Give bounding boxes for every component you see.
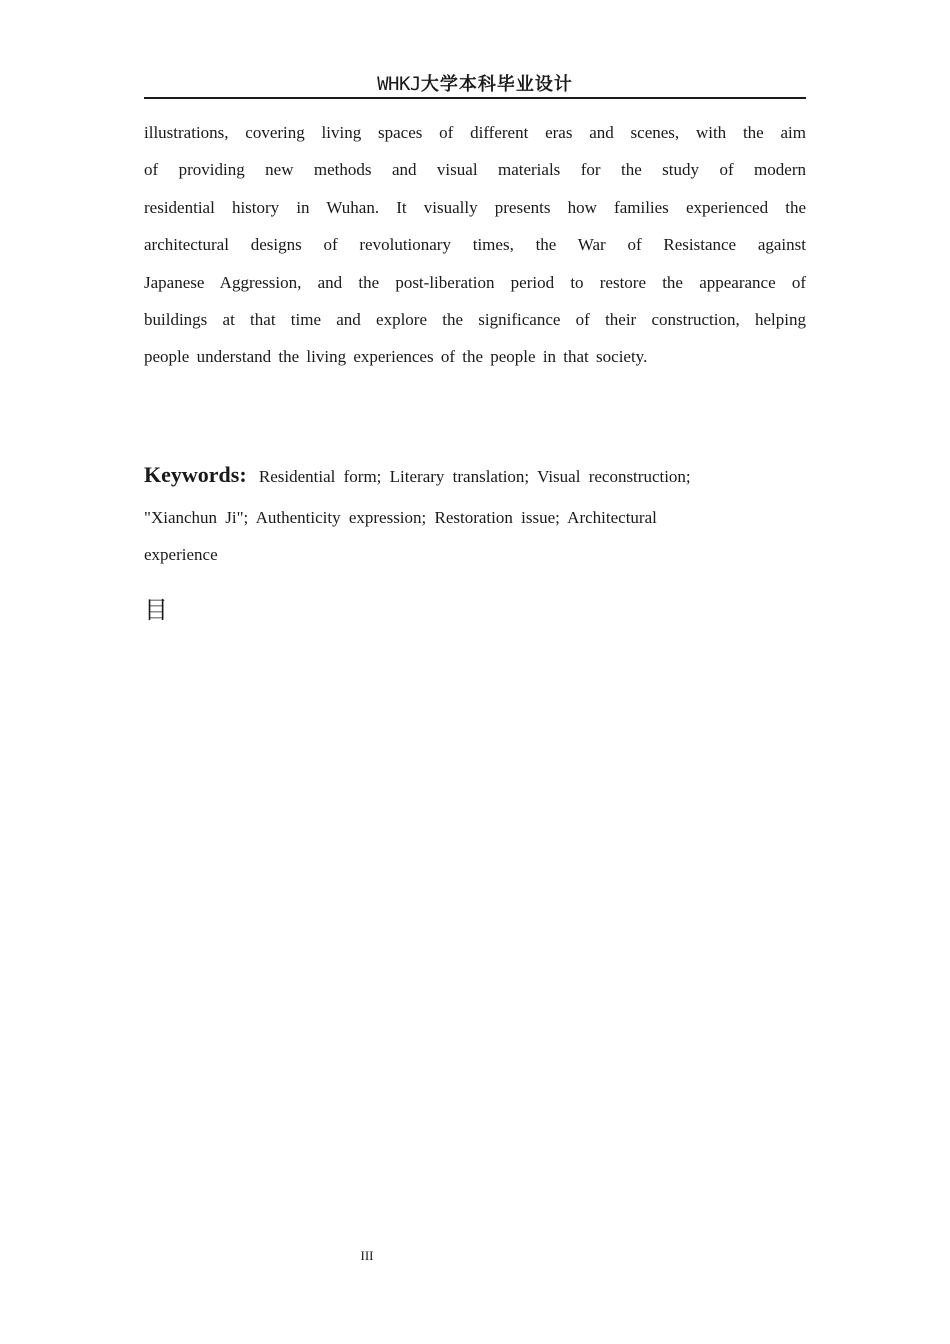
abstract-line: buildings at that time and explore the significance of their construction, helping [144, 310, 806, 330]
header-latin-text: WHKJ [377, 73, 421, 95]
abstract-line: residential history in Wuhan. It visually presents how families experienced the [144, 197, 806, 217]
abstract-line: Japanese Aggression, and the post-liberation period to restore the appearance of [144, 272, 806, 292]
keywords-block [144, 457, 806, 567]
running-header [144, 70, 806, 98]
header-rule [144, 97, 806, 99]
abstract-paragraph [144, 114, 806, 376]
toc-heading: 目 [144, 596, 168, 624]
abstract-line: people understand the living experiences of the people in that society. [144, 347, 648, 367]
keywords-line: "Xianchun Ji"; Authenticity expression; Restoration issue; Architectural [144, 508, 657, 527]
abstract-line: architectural designs of revolutionary times, the War of Resistance against [144, 235, 806, 255]
header-title-text: 大学本科毕业设计 [420, 74, 573, 95]
keywords-label: Keywords: [144, 462, 247, 487]
page-number: III [360, 1248, 374, 1263]
keywords-text: Residential form; Literary translation; Visual reconstruction; [258, 467, 691, 486]
keywords-line: experience [144, 545, 218, 564]
keywords-line [144, 457, 806, 493]
abstract-line: of providing new methods and visual materials for the study of modern [144, 160, 806, 180]
abstract-line: illustrations, covering living spaces of different eras and scenes, with the aim [144, 123, 806, 142]
